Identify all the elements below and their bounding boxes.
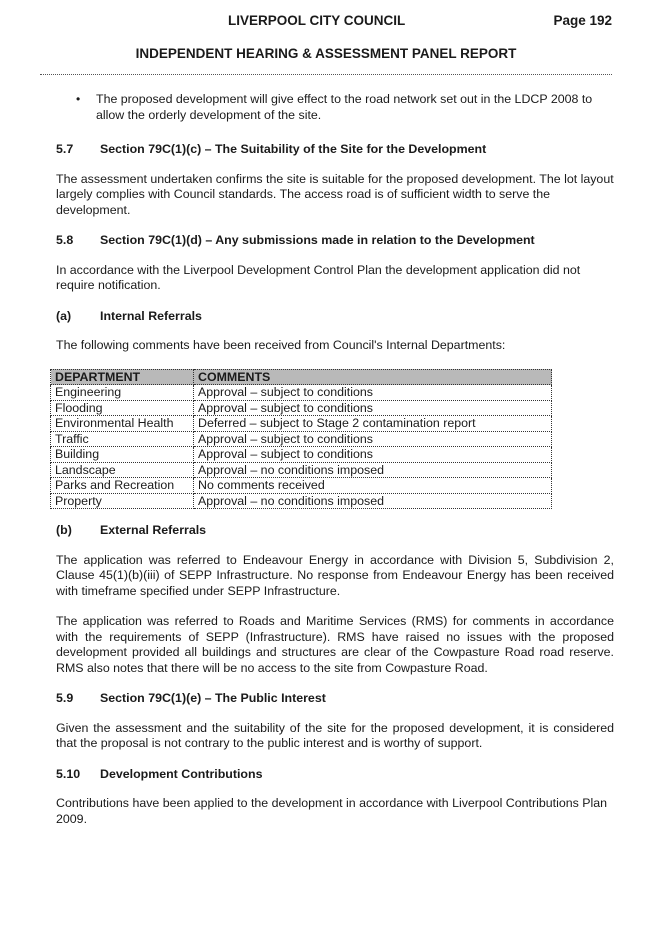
department-cell: Building [51, 447, 194, 463]
column-header-department: DEPARTMENT [51, 369, 194, 385]
page-header [0, 13, 652, 31]
section-title: Section 79C(1)(d) – Any submissions made in relation to the Development [100, 233, 535, 247]
section-number: (a) [56, 308, 72, 323]
section-number: 5.10 [56, 766, 81, 781]
section-number: 5.9 [56, 691, 74, 705]
table-row [51, 462, 552, 478]
section-title: External Referrals [100, 523, 207, 537]
section-number: (b) [56, 523, 72, 537]
table-row [51, 385, 552, 401]
table-row [51, 478, 552, 494]
department-cell: Flooding [51, 400, 194, 416]
table-row [51, 447, 552, 463]
department-cell: Traffic [51, 431, 194, 447]
section-5-9-body: Given the assessment and the suitability of the site for the proposed development, it is considered that the proposal is not contrary to the public interest and is worthy of support. [56, 720, 614, 750]
department-cell: Engineering [51, 385, 194, 401]
department-cell: Parks and Recreation [51, 478, 194, 494]
section-5-8-body: In accordance with the Liverpool Development Control Plan the development application did not require notification. [56, 262, 581, 292]
section-title: Section 79C(1)(c) – The Suitability of the Site for the Development [100, 142, 487, 156]
external-referrals-para-1: The application was referred to Endeavour Energy in accordance with Division 5, Subdivision 2, Clause 45(1)(b)(iii) of SEPP Infrastructure. No response from Endeavour Energy has been received with timeframe specified under SEPP Infrastructure. [56, 552, 614, 598]
comment-cell: No comments received [194, 478, 552, 494]
section-number: 5.8 [56, 233, 74, 247]
header-divider [40, 74, 612, 75]
table-row [51, 416, 552, 432]
section-5-10-body: Contributions have been applied to the development in accordance with Liverpool Contributions Plan 2009. [56, 796, 608, 826]
comment-cell: Approval – subject to conditions [194, 400, 552, 416]
council-name: LIVERPOOL CITY COUNCIL [228, 13, 406, 28]
section-title: Section 79C(1)(e) – The Public Interest [100, 691, 326, 705]
subsection-a-heading [56, 309, 614, 325]
section-5-9-heading [56, 691, 614, 707]
internal-referrals-intro: The following comments have been received from Council's Internal Departments: [56, 338, 506, 352]
column-header-comments: COMMENTS [194, 369, 552, 385]
comment-cell: Deferred – subject to Stage 2 contamination report [194, 416, 552, 432]
section-5-10-heading [56, 767, 614, 783]
table-row [51, 493, 552, 509]
external-referrals-para-2: The application was referred to Roads and Maritime Services (RMS) for comments in accordance with the requirements of SEPP (Infrastructure). RMS have raised no issues with the proposed development provided all buildings and structures are clear of the Cowpasture Road road reserve. RMS also notes that there will be no access to the site from Cowpasture Road. [56, 614, 614, 675]
bullet-text: The proposed development will give effect to the road network set out in the LDCP 2008 to allow the orderly development of the site. [96, 92, 593, 122]
report-body [56, 92, 614, 842]
section-title: Internal Referrals [100, 308, 202, 323]
table-row [51, 400, 552, 416]
comment-cell: Approval – no conditions imposed [194, 462, 552, 478]
section-number: 5.7 [56, 142, 74, 156]
comment-cell: Approval – subject to conditions [194, 431, 552, 447]
section-5-8-heading [56, 233, 614, 249]
internal-referrals-table [50, 369, 552, 510]
section-title: Development Contributions [100, 766, 263, 781]
bullet-icon: • [76, 92, 81, 106]
table-row [51, 431, 552, 447]
table-header-row [51, 369, 552, 385]
department-cell: Property [51, 493, 194, 509]
page-number: Page 192 [553, 13, 612, 28]
bullet-item [56, 92, 614, 123]
comment-cell: Approval – subject to conditions [194, 447, 552, 463]
comment-cell: Approval – no conditions imposed [194, 493, 552, 509]
comment-cell: Approval – subject to conditions [194, 385, 552, 401]
section-5-7-heading [56, 142, 614, 158]
subsection-b-heading [56, 523, 614, 539]
department-cell: Landscape [51, 462, 194, 478]
section-5-7-body: The assessment undertaken confirms the site is suitable for the proposed development. The lot layout largely complies with Council standards. The access road is of sufficient width to serve the development. [56, 171, 614, 217]
department-cell: Environmental Health [51, 416, 194, 432]
report-title: INDEPENDENT HEARING & ASSESSMENT PANEL REPORT [135, 46, 517, 61]
